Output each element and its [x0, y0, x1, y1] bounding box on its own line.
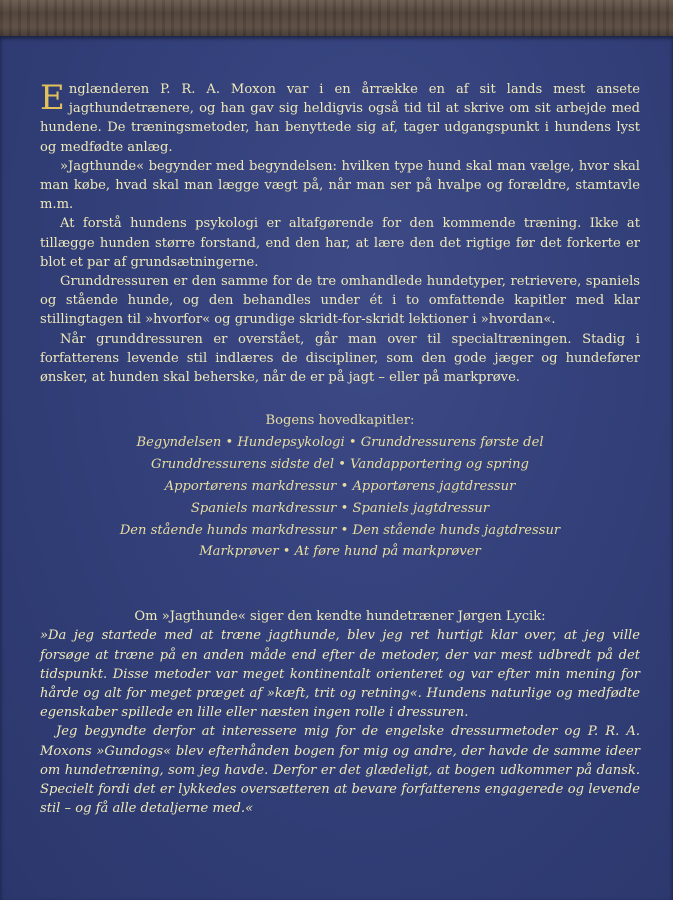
wooden-surface	[0, 0, 673, 38]
paragraph-psychology: At forstå hundens psykologi er altafgørende for den kommende træning. Ikke at tillægge hunden større forstand, end den har, at lære den det rigtige før det forkerte er blot et par af grundsætningerne.	[40, 216, 640, 270]
intro-paragraph-text: nglænderen P. R. A. Moxon var i en årrække en af sit lands mest ansete jagthundetrænere, og han gav sig heldigvis også tid til at skrive om sit arbejde med hundene. De træningsmetoder, han benyttede sig af, tager udgangspunkt i hundens lyst og medfødte anlæg.	[40, 82, 640, 155]
book-back-cover	[0, 36, 673, 900]
chapter-line: Apportørens markdressur • Apportørens jagtdressur	[164, 479, 516, 495]
chapter-line: Markprøver • At føre hund på markprøver	[199, 544, 481, 560]
chapter-line: Spaniels markdressur • Spaniels jagtdressur	[190, 500, 490, 516]
intro-paragraph	[40, 80, 640, 157]
paragraph-selection: »Jagthunde« begynder med begyndelsen: hvilken type hund skal man vælge, hvor skal man købe, hvad skal man lægge vægt på, når man ser på hvalpe og forældre, stamtavle m.m.	[40, 158, 640, 213]
paragraph-special-training: Når grunddressuren er overstået, går man over til specialtræningen. Stadig i forfatterens levende stil indlæres de discipliner, som den gode jæger og hundefører ønsker, at hunden skal beherske, når de er på jagt – eller på markprøve.	[40, 331, 640, 386]
drop-cap: E	[40, 78, 65, 118]
chapter-line: Begyndelsen • Hundepsykologi • Grunddressurens første del	[136, 435, 544, 451]
chapter-line: Grunddressurens sidste del • Vandapportering og spring	[151, 457, 529, 473]
chapter-line: Den stående hunds markdressur • Den stående hunds jagtdressur	[119, 522, 561, 538]
review-quote: »Da jeg startede med at træne jagthunde, blev jeg ret hurtigt klar over, at jeg ville forsøge at træne på en anden måde end efter de metoder, der var mest udbredt på det tidspunkt. Disse metoder var meget kontinentalt orienteret og var efter min mening for hårde og alt for meget præget af »kæft, trit og retning«. Hundens naturlige og medfødte egenskaber spillede en lille eller næsten ingen rolle i dressuren.	[40, 628, 640, 721]
paragraph-basic-training: Grunddressuren er den samme for de tre omhandlede hundetyper, retrievere, spaniels og stående hunde, og den behandles under ét i to omfattende kapitler med klar stillingtagen til »hvorfor« og grundige skridt-for-skridt lektioner i »hvordan«.	[40, 274, 640, 328]
chapter-list-heading: Bogens hovedkapitler:	[265, 413, 415, 429]
blurb-text	[40, 80, 640, 818]
review-quote-continued: Jeg begyndte derfor at interessere mig for de engelske dressurmetoder og P. R. A. Moxons »Gundogs« blev efterhånden bogen for mig og andre, der havde de samme ideer om hundetræning, som jeg havde. Derfor er det glædeligt, at bogen udkommer på dansk. Specielt fordi det er lykkedes oversætteren at bevare forfatterens engagerede og levende stil – og få alle detaljerne med.«	[40, 724, 640, 817]
review-intro: Om »Jagthunde« siger den kendte hundetræner Jørgen Lycik:	[134, 609, 546, 625]
chapter-list	[40, 411, 640, 563]
